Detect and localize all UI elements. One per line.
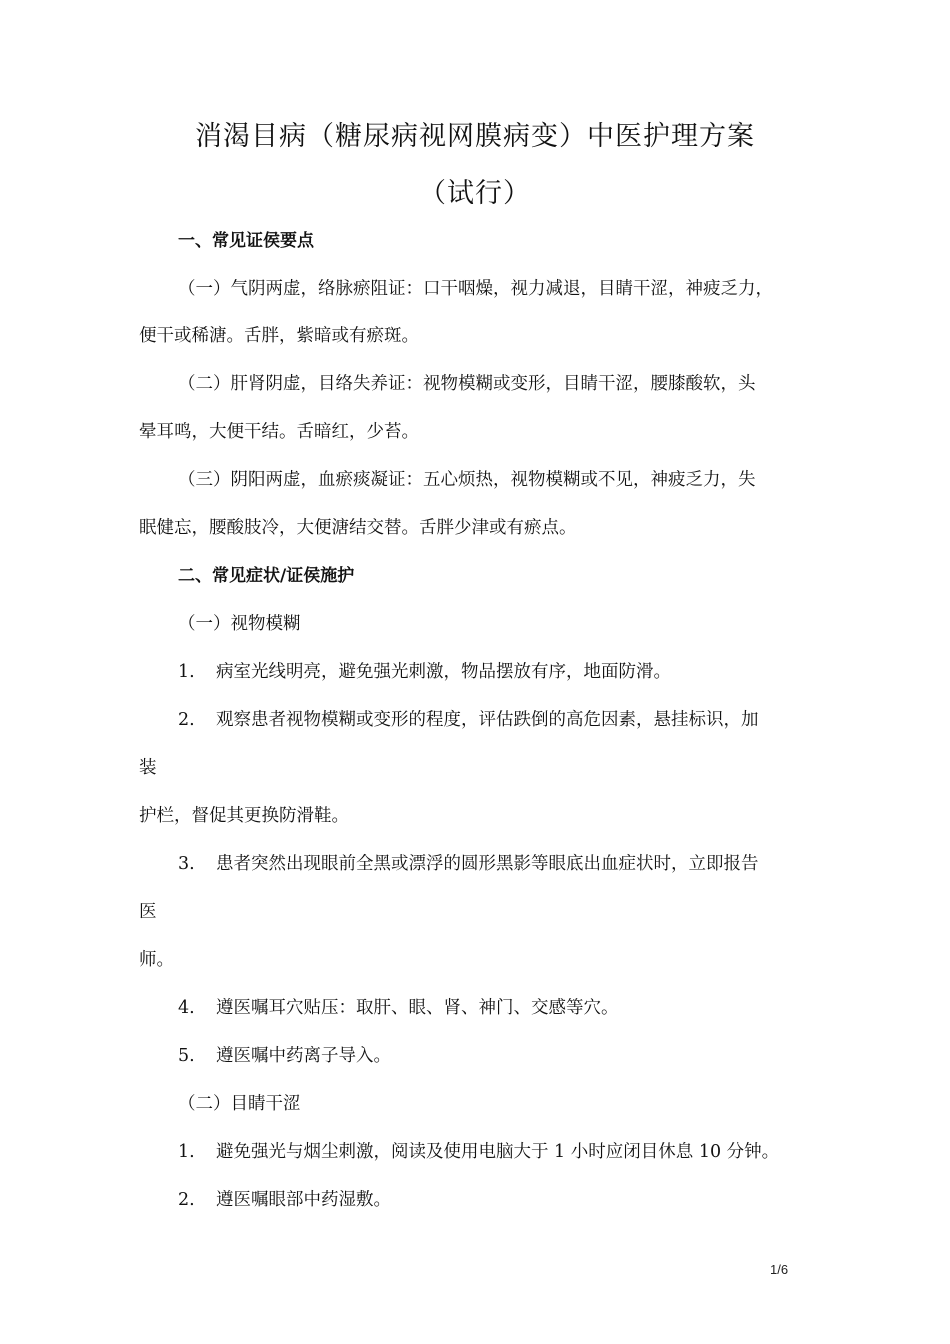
paragraph-line: 护栏，督促其更换防滑鞋。 — [139, 806, 349, 826]
paragraph-line: 装 — [139, 758, 157, 778]
list-number: 2. — [178, 710, 195, 730]
list-item — [178, 996, 619, 1020]
list-text: 遵医嘱眼部中药湿敷。 — [216, 1190, 391, 1210]
list-text: 病室光线明亮，避免强光刺激，物品摆放有序，地面防滑。 — [216, 662, 671, 682]
list-item — [178, 1188, 391, 1212]
subsection-heading: （二）目睛干涩 — [178, 1094, 301, 1114]
paragraph-line: 晕耳鸣，大便干结。舌暗红，少苔。 — [139, 422, 419, 442]
list-number: 4. — [178, 998, 195, 1018]
paragraph-line: 医 — [139, 902, 157, 922]
paragraph-line: 师。 — [139, 950, 174, 970]
list-text: 避免强光与烟尘刺激，阅读及使用电脑大于 1 小时应闭目休息 10 分钟。 — [216, 1142, 780, 1162]
list-item — [178, 1140, 779, 1164]
paragraph-line: （三）阴阳两虚，血瘀痰凝证：五心烦热，视物模糊或不见，神疲乏力，失 — [178, 470, 756, 490]
paragraph-line: 眠健忘，腰酸肢冷，大便溏结交替。舌胖少津或有瘀点。 — [139, 518, 577, 538]
paragraph-line: （一）气阴两虚，络脉瘀阻证：口干咽燥，视力减退，目睛干涩，神疲乏力， — [178, 279, 773, 299]
paragraph-line: （二）肝肾阴虚，目络失养证：视物模糊或变形，目睛干涩，腰膝酸软，头 — [178, 374, 756, 394]
paragraph-line: 便干或稀溏。舌胖，紫暗或有瘀斑。 — [139, 326, 419, 346]
list-number: 3. — [178, 854, 195, 874]
document-title: 消渴目病（糖尿病视网膜病变）中医护理方案 — [195, 121, 755, 152]
page-number: 1/6 — [770, 1262, 789, 1277]
list-number: 1. — [178, 662, 195, 682]
list-item — [178, 852, 759, 876]
list-number: 2. — [178, 1190, 195, 1210]
document-subtitle: （试行） — [419, 178, 531, 209]
list-item — [178, 708, 759, 732]
list-number: 5. — [178, 1046, 195, 1066]
list-text: 观察患者视物模糊或变形的程度，评估跌倒的高危因素，悬挂标识，加 — [216, 710, 759, 730]
list-item — [178, 660, 671, 684]
list-text: 遵医嘱耳穴贴压：取肝、眼、肾、神门、交感等穴。 — [216, 998, 619, 1018]
section-heading-1: 一、常见证侯要点 — [178, 231, 314, 251]
list-item — [178, 1044, 391, 1068]
section-heading-2: 二、常见症状/证侯施护 — [178, 566, 355, 586]
list-text: 患者突然出现眼前全黑或漂浮的圆形黑影等眼底出血症状时，立即报告 — [216, 854, 759, 874]
list-number: 1. — [178, 1142, 195, 1162]
list-text: 遵医嘱中药离子导入。 — [216, 1046, 391, 1066]
subsection-heading: （一）视物模糊 — [178, 614, 301, 634]
